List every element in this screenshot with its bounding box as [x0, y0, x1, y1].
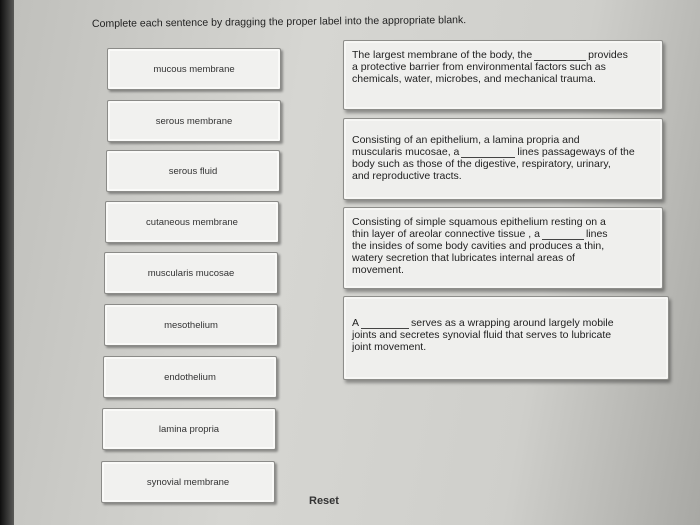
sentence-3-text: watery secretion that lubricates internal areas of: [352, 252, 575, 264]
sentence-3-text: Consisting of simple squamous epithelium resting on a: [352, 216, 606, 228]
label-serous-fluid[interactable]: serous fluid: [106, 150, 280, 192]
sentence-4-text: joints and secretes synovial fluid that serves to lubricate: [352, 329, 612, 341]
reset-button[interactable]: Reset: [309, 495, 339, 507]
drop-blank-1[interactable]: [534, 50, 586, 61]
sentence-1-text: The largest membrane of the body, the: [352, 49, 533, 61]
screen-bezel: [0, 0, 14, 525]
label-mucous-membrane[interactable]: mucous membrane: [107, 48, 281, 90]
label-endothelium[interactable]: endothelium: [103, 356, 277, 398]
sentence-4-text: joint movement.: [352, 341, 427, 353]
sentence-3-text: lines: [585, 228, 608, 240]
sentence-2-text: and reproductive tracts.: [352, 170, 462, 182]
label-muscularis-mucosae[interactable]: muscularis mucosae: [104, 252, 278, 294]
label-synovial-membrane[interactable]: synovial membrane: [101, 461, 275, 503]
instruction-text: Complete each sentence by dragging the proper label into the appropriate blank.: [91, 14, 467, 30]
sentence-1-text: a protective barrier from environmental factors such as: [352, 61, 606, 73]
sentence-3-text: thin layer of areolar connective tissue , a: [352, 228, 540, 240]
sentence-box-1: [343, 40, 663, 110]
sentence-box-4: [343, 296, 669, 380]
sentence-4-text: A: [352, 317, 360, 329]
sentence-box-2: [343, 118, 663, 200]
sentence-3-text: the insides of some body cavities and produces a thin,: [352, 240, 605, 252]
label-lamina-propria[interactable]: lamina propria: [102, 408, 276, 450]
drop-blank-2[interactable]: [461, 147, 515, 158]
drop-blank-4[interactable]: [361, 318, 409, 329]
sentence-1-text: chemicals, water, microbes, and mechanical trauma.: [352, 73, 596, 85]
sentence-2-text: Consisting of an epithelium, a lamina propria and: [352, 134, 580, 146]
sentence-2-text: muscularis mucosae, a: [352, 146, 460, 158]
label-cutaneous-membrane[interactable]: cutaneous membrane: [105, 201, 279, 243]
sentence-4-text: serves as a wrapping around largely mobile: [411, 317, 614, 329]
drop-blank-3[interactable]: [542, 229, 584, 240]
sentence-3-text: movement.: [352, 264, 404, 276]
sentence-1-text: provides: [588, 49, 628, 61]
label-serous-membrane[interactable]: serous membrane: [107, 100, 281, 142]
sentence-box-3: [343, 207, 663, 289]
sentence-2-text: body such as those of the digestive, respiratory, urinary,: [352, 158, 611, 170]
sentence-2-text: lines passageways of the: [517, 146, 635, 158]
label-mesothelium[interactable]: mesothelium: [104, 304, 278, 346]
